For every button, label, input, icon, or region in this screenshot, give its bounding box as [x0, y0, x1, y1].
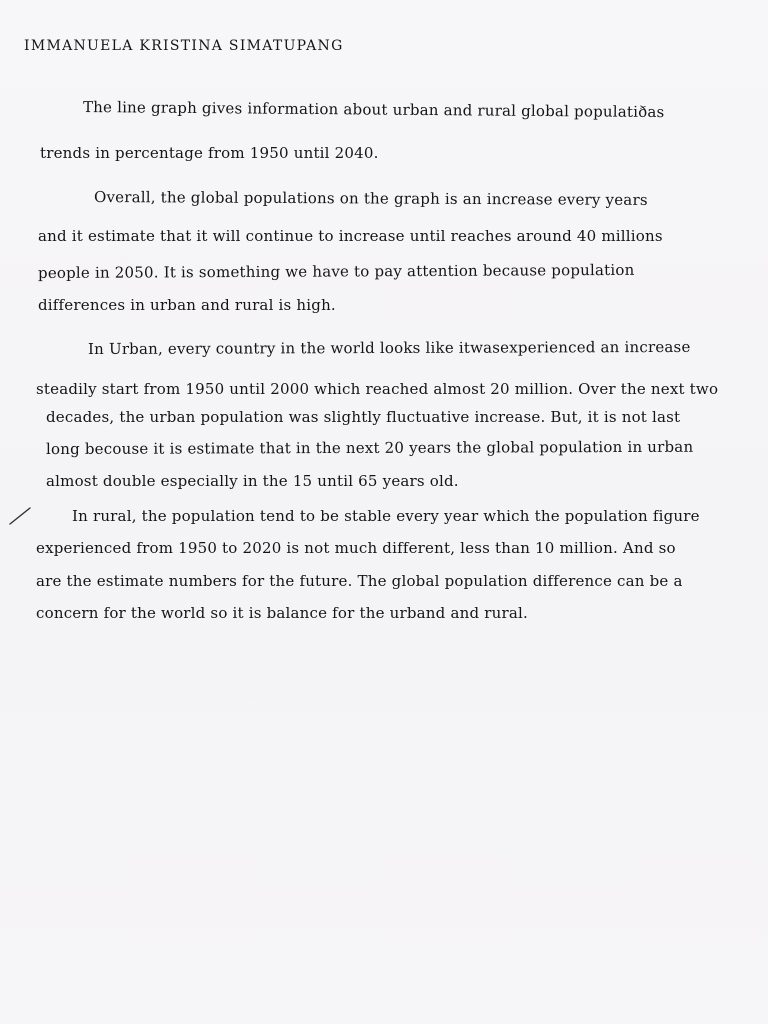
essay-line: concern for the world so it is balance for the urband and rural. [36, 604, 528, 622]
author-name: IMMANUELA KRISTINA SIMATUPANG [24, 38, 344, 54]
essay-line: experienced from 1950 to 2020 is not much different, less than 10 million. And so [36, 539, 676, 557]
margin-check-mark [8, 506, 32, 526]
essay-line: steadily start from 1950 until 2000 which reached almost 20 million. Over the next two [36, 380, 719, 398]
essay-line: trends in percentage from 1950 until 2040. [40, 144, 379, 162]
essay-line: and it estimate that it will continue to increase until reaches around 40 millions [38, 227, 663, 245]
essay-line: Overall, the global populations on the graph is an increase every years [93, 188, 648, 209]
essay-line: In Urban, every country in the world looks like itwasexperienced an increase [87, 337, 691, 358]
essay-line: In rural, the population tend to be stable every year which the population figure [72, 507, 700, 525]
essay-line: long becouse it is estimate that in the next 20 years the global population in urban [45, 437, 694, 458]
essay-line: are the estimate numbers for the future. The global population difference can be a [36, 572, 683, 590]
essay-line: The line graph gives information about urban and rural global populatiðas [82, 98, 665, 122]
essay-line: almost double especially in the 15 until 65 years old. [46, 472, 459, 490]
essay-line: decades, the urban population was slightly fluctuative increase. But, it is not last [46, 408, 681, 426]
essay-line: differences in urban and rural is high. [38, 296, 336, 314]
essay-line: people in 2050. It is something we have to pay attention because population [37, 260, 635, 282]
